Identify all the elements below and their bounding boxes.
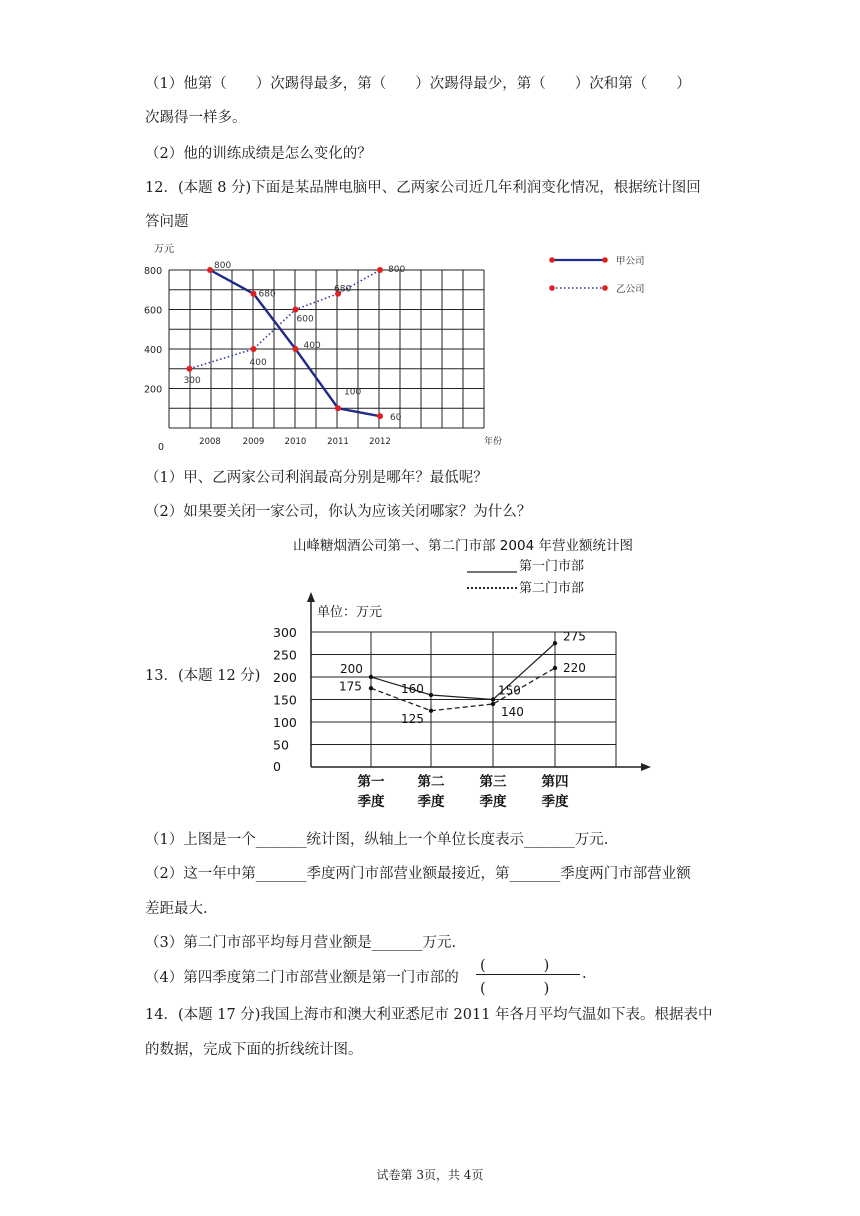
fraction-bar [476,974,580,975]
data-point [377,267,383,273]
data-label: 300 [183,375,201,386]
data-point [187,366,193,372]
y-tick-label: 100 [273,715,297,730]
data-label: 800 [214,261,232,271]
q14-stem-line1: 14．(本题 17 分)我国上海市和澳大利亚悉尼市 2011 年各月平均气温如下表。根据表中 [145,1007,713,1023]
legend-marker [549,257,555,263]
x-axis-arrow [641,763,651,771]
data-point [553,666,557,670]
y-tick-label: 200 [273,670,297,685]
q12-part1: （1）甲、乙两家公司利润最高分别是哪年？最低呢？ [145,470,488,486]
profit-line-chart [140,236,700,458]
y-tick-label: 400 [144,345,163,356]
y-tick-label: 0 [158,442,165,453]
y-tick-label: 300 [273,625,297,640]
legend-marker [602,257,608,263]
q12-part2: （2）如果要关闭一家公司，你认为应该关闭哪家？为什么？ [145,504,532,520]
q13-label: 13．(本题 12 分) [145,668,261,684]
legend-marker [549,285,555,291]
data-label: 160 [401,682,424,696]
y-tick-label: 150 [273,692,297,708]
data-label: 680 [258,289,276,300]
y-tick-label: 200 [144,384,163,396]
legend-marker [602,285,608,291]
data-point [369,686,373,690]
data-label: 100 [344,387,362,398]
unit-label: 单位：万元 [317,605,383,620]
sales-line-chart [255,532,675,814]
data-point [429,693,433,697]
q11-part2: （2）他的训练成绩是怎么变化的？ [145,146,372,162]
data-point [293,307,299,313]
q13-part3: （3）第二门市部平均每月营业额是_______万元. [145,935,457,951]
y-tick-label: 50 [273,737,289,753]
series-line-store2 [371,668,555,711]
data-point [377,413,383,419]
fraction-denominator: ( ) [480,981,550,997]
data-label: 400 [303,341,321,351]
y-tick-label: 600 [144,305,163,317]
x-tick-label: 第二 [417,774,445,790]
data-label: 220 [563,661,586,675]
x-axis-label: 年份 [484,437,503,447]
y-tick-label: 0 [273,759,281,774]
data-point [335,405,341,411]
x-tick-label: 2008 [199,437,221,447]
data-point [251,346,257,352]
y-axis-label: 万元 [154,244,174,255]
x-tick-label: 2012 [369,437,391,447]
data-label: 400 [249,358,267,368]
series-line-store1 [371,643,555,699]
q11-part1-line2: 次踢得一样多。 [145,110,247,126]
q12-stem-line2: 答问题 [145,214,189,230]
data-point [293,346,299,352]
x-tick-label: 季度 [357,794,385,810]
x-tick-label: 2009 [242,437,265,447]
data-point [429,709,433,713]
chart-title: 山峰糖烟酒公司第一、第二门市部 2004 年营业额统计图 [293,538,633,554]
x-tick-label: 季度 [479,794,507,810]
fraction-period: . [582,966,587,982]
x-tick-label: 第三 [479,774,507,790]
legend-label: 甲公司 [616,256,645,267]
data-point [251,291,257,297]
q13-part4: （4）第四季度第二门市部营业额是第一门市部的 [145,970,459,986]
x-tick-label: 第一 [357,774,385,790]
x-tick-label: 2010 [284,437,307,447]
data-label: 140 [501,705,524,719]
data-label: 125 [401,711,424,726]
data-label: 600 [296,314,314,325]
data-label: 150 [498,683,521,698]
x-tick-label: 第四 [541,774,569,790]
y-tick-label: 250 [273,647,297,663]
legend-label: 第一门市部 [519,559,585,574]
q13-part2-line2: 差距最大. [145,901,208,917]
data-label: 680 [334,284,352,295]
q12-stem-line1: 12．(本题 8 分)下面是某品牌电脑甲、乙两家公司近几年利润变化情况，根据统计图回 [145,180,701,196]
q13-part1: （1）上图是一个_______统计图，纵轴上一个单位长度表示_______万元. [145,832,609,848]
series-line-yi [190,270,381,369]
data-label: 175 [339,679,362,694]
data-point [553,641,557,645]
page-footer: 试卷第 3页，共 4页 [376,1168,484,1182]
data-point [207,267,213,273]
fraction-numerator: ( ) [480,958,550,974]
q14-stem-line2: 的数据，完成下面的折线统计图。 [145,1042,363,1058]
legend-label: 乙公司 [616,284,645,295]
data-point [491,697,495,701]
data-point [369,675,373,679]
data-label: 200 [340,662,363,676]
data-label: 275 [563,629,586,644]
q11-part1-line1: （1）他第（ ）次踢得最多，第（ ）次踢得最少，第（ ）次和第（ ） [145,76,691,92]
data-point [491,702,495,706]
y-axis-arrow [307,592,315,602]
data-label: 800 [388,265,406,275]
x-tick-label: 2011 [327,437,349,447]
data-label: 60 [390,413,402,424]
x-tick-label: 季度 [417,794,445,810]
legend-label: 第二门市部 [519,581,585,596]
y-tick-label: 800 [144,266,163,277]
q13-part2-line1: （2）这一年中第_______季度两门市部营业额最接近，第_______季度两门市部营业额 [145,866,691,882]
x-tick-label: 季度 [541,794,569,810]
